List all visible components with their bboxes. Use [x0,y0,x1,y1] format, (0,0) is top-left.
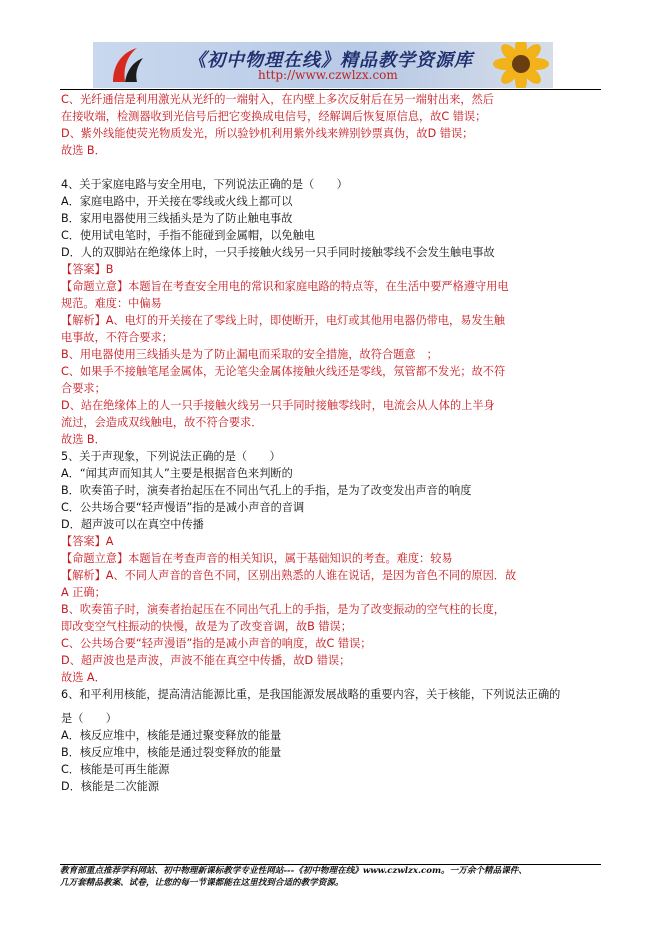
text-line: A．“闻其声而知其人”主要是根据音色来判断的 [61,467,293,480]
text-line: 故选 B． [61,144,106,157]
site-url[interactable]: http://www.czwlzx.com [258,68,398,82]
text-line: 规范。难度：中偏易 [61,297,162,310]
text-line: 【命题立意】本题旨在考查声音的相关知识，属于基础知识的考查。难度：较易 [61,552,453,565]
text-line: 【答案】B [61,263,114,276]
text-line: A．核反应堆中，核能是通过聚变释放的能量 [61,729,282,742]
text-line: B．核反应堆中，核能是通过裂变释放的能量 [61,746,282,759]
footer-divider [60,864,601,865]
text-line: C．公共场合要“轻声慢语”指的是减小声音的音调 [61,501,305,514]
text-line: 故选 A． [61,671,106,684]
text-line: A．家庭电路中，开关接在零线或火线上都可以 [61,195,293,208]
footer-line-2: 几万套精品教案、试卷，让您的每一节课都能在这里找到合适的教学资源。 [60,878,344,888]
header-divider [60,89,601,90]
text-line: D、紫外线能使荧光物质发光，所以验钞机利用紫外线来辨别钞票真伪，故D 错误； [61,127,474,140]
text-line: C、公共场合要“轻声漫语”指的是减小声音的响度，故C 错误； [61,637,372,650]
text-line: B、用电器使用三线插头是为了防止漏电而采取的安全措施，故符合题意 ； [61,348,438,361]
site-logo-icon [107,44,147,86]
header-banner [93,42,553,88]
text-line: D、超声波也是声波，声波不能在真空中传播，故D 错误； [61,654,351,667]
text-line: 合要求； [61,382,106,395]
text-line: 即改变空气柱振动的快慢，故是为了改变音调，故B 错误； [61,620,352,633]
text-line: 在接收端，检测器收到光信号后把它变换成电信号，经解调后恢复原信息，故C 错误； [61,110,487,123]
text-line: C．使用试电笔时，手指不能碰到金属帽，以免触电 [61,229,315,242]
text-line: 5、关于声现象，下列说法正确的是（ ） [61,450,281,463]
text-line: D、站在绝缘体上的人一只手接触火线另一只手同时接触零线时，电流会从人体的上半身 [61,399,495,412]
text-line: B、吹奏笛子时，演奏者抬起压在不同出气孔上的手指，是为了改变振动的空气柱的长度， [61,603,505,616]
text-line: C．核能是可再生能源 [61,763,170,776]
text-line: 流过，会造成双线触电，故不符合要求． [61,416,263,429]
text-line: B．家用电器使用三线插头是为了防止触电事故 [61,212,293,225]
site-title: 《初中物理在线》精品教学资源库 [188,50,473,71]
text-line: 4、关于家庭电路与安全用电，下列说法正确的是（ ） [61,178,348,191]
text-line: 【答案】A [61,535,114,548]
text-line: D．核能是二次能源 [61,780,160,793]
text-line: A 正确； [61,586,106,599]
text-line: C、光纤通信是利用激光从光纤的一端射入，在内壁上多次反射后在另一端射出来，然后 [61,93,494,106]
text-line: 电事故，不符合要求； [61,331,173,344]
text-line: 【命题立意】本题旨在考查安全用电的常识和家庭电路的特点等，在生活中要严格遵守用电 [61,280,509,293]
text-line: D．超声波可以在真空中传播 [61,518,204,531]
sunflower-icon [473,42,553,88]
footer-line-1: 教育部重点推荐学科网站、初中物理新课标教学专业性网站---《初中物理在线》www.czwlzx.com。一万余个精品课件、 [60,866,527,876]
text-line: 6、和平利用核能，提高清洁能源比重，是我国能源发展战略的重要内容，关于核能，下列说法正确的 [61,688,561,701]
text-line: D．人的双脚站在绝缘体上时，一只手接触火线另一只手同时接触零线不会发生触电事故 [61,246,495,259]
text-line: C、如果手不接触笔尾金属体，无论笔尖金属体接触火线还是零线，氖管都不发光；故不符 [61,365,506,378]
text-line: 【解析】A、不同人声音的音色不同，区别出熟悉的人谁在说话，是因为音色不同的原因．故 [61,569,517,582]
text-line: 是（ ） [61,712,117,725]
text-line: B．吹奏笛子时，演奏者抬起压在不同出气孔上的手指，是为了改变发出声音的响度 [61,484,472,497]
text-line: 故选 B． [61,433,106,446]
text-line: 【解析】A、电灯的开关接在了零线上时，即使断开，电灯或其他用电器仍带电，易发生触 [61,314,505,327]
